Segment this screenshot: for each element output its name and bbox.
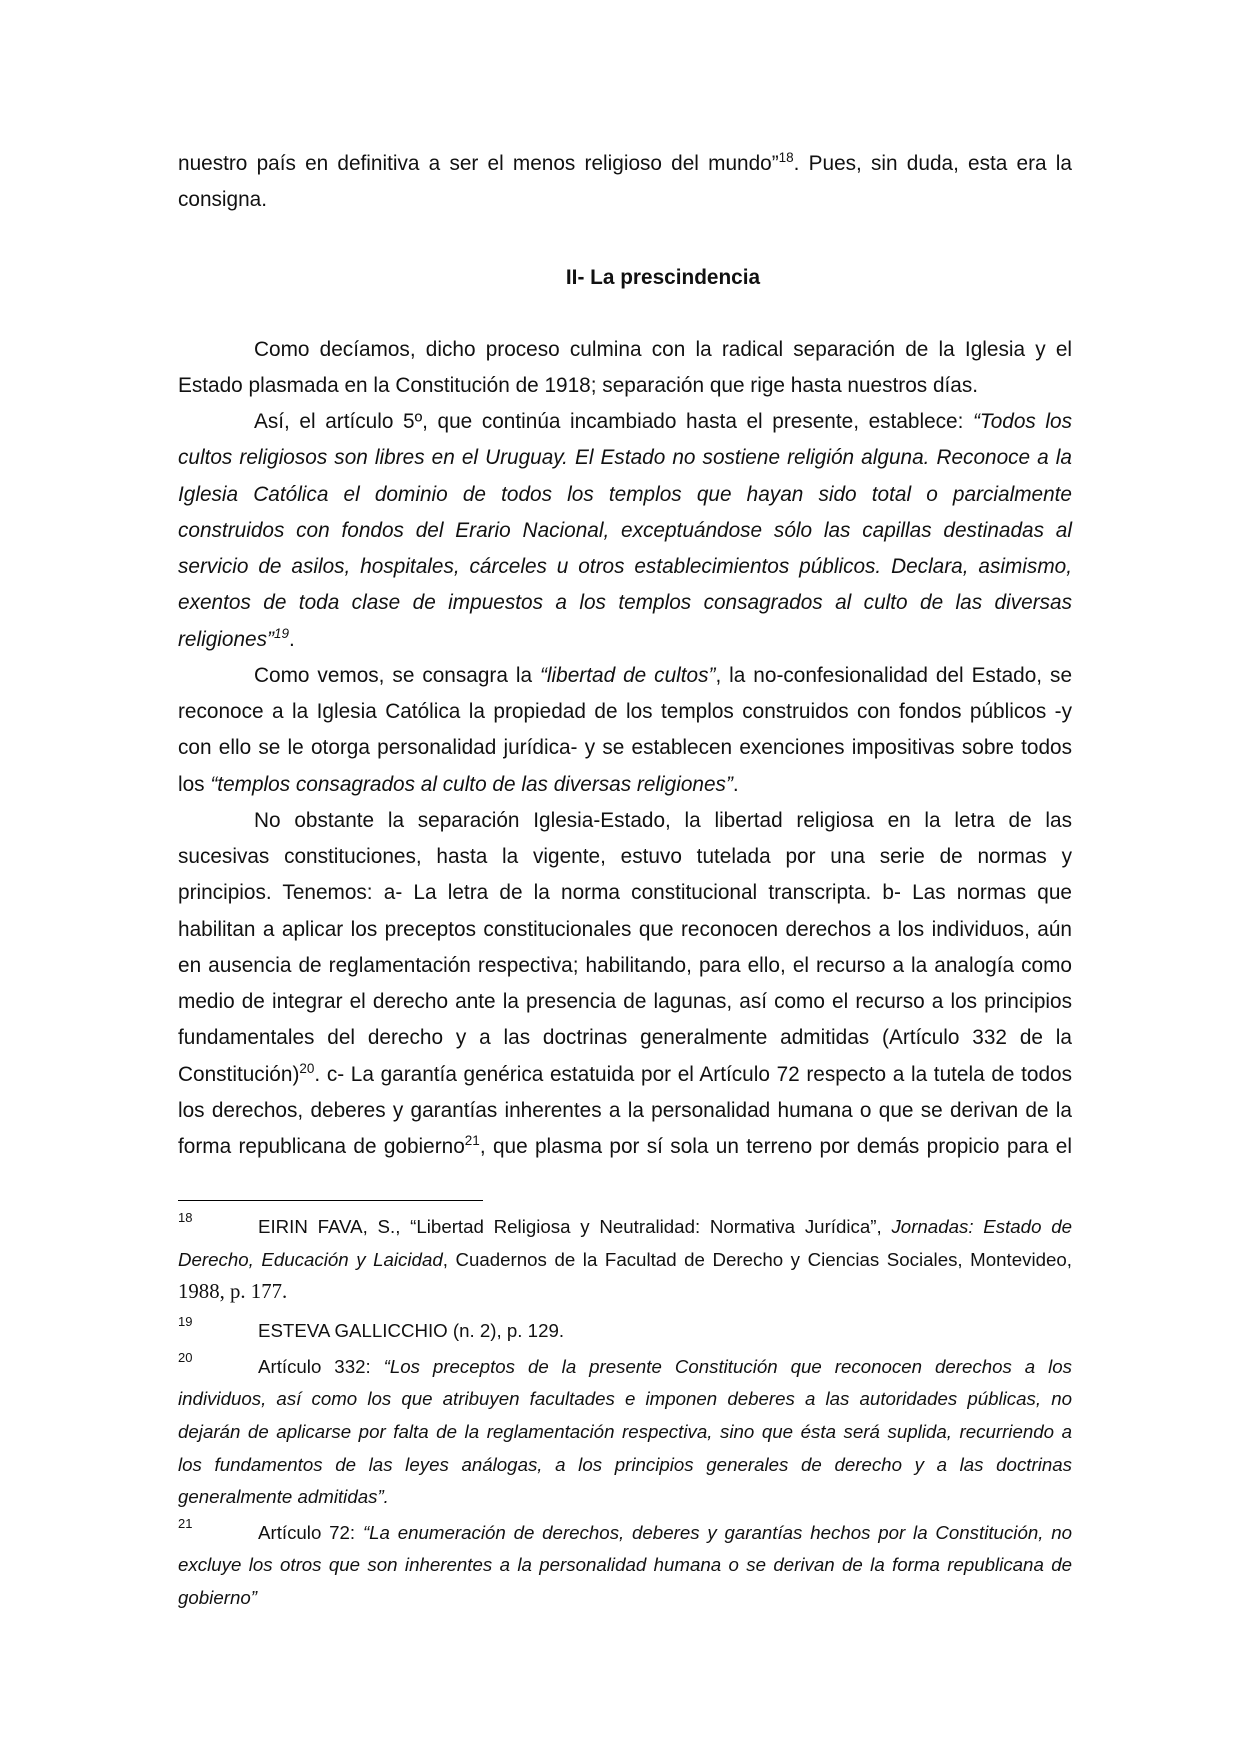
italic-text: excluye los otros que son inherentes a la personalidad humana o se derivan de la forma republicana de <box>178 1554 1072 1576</box>
text-run: 1988, p. 177. <box>178 1280 288 1304</box>
text-run: habilitan a aplicar los preceptos constitucionales que reconocen derechos a los individuos, aún <box>178 917 1072 941</box>
footnote-reference: 21 <box>464 1133 480 1148</box>
text-line <box>178 368 1072 404</box>
text-line <box>178 1582 1072 1615</box>
text-line <box>178 1211 1072 1244</box>
text-line <box>178 404 1072 440</box>
footnote-text <box>178 1351 1072 1515</box>
text-run: fundamentales del derecho y a las doctrinas generalmente admitidas (Artículo 332 de la <box>178 1026 1072 1050</box>
text-line <box>178 1383 1072 1416</box>
text-run: . c- La garantía genérica estatuida por el Artículo 72 respecto a la tutela de todos <box>314 1062 1072 1086</box>
text-line <box>178 1549 1072 1582</box>
italic-text: “Todos los <box>972 410 1072 433</box>
text-line <box>178 146 1072 182</box>
text-run: principios. Tenemos: a- La letra de la norma constitucional transcripta. b- Las normas que <box>178 881 1072 905</box>
text-line <box>178 1129 1072 1165</box>
italic-text: Derecho, Educación y Laicidad <box>178 1248 443 1270</box>
text-run: . <box>732 772 739 796</box>
text-run: reconoce a la Iglesia Católica la propiedad de los templos construidos con fondos públicos -y <box>178 700 1072 723</box>
italic-text: “Los preceptos de la presente Constitución que reconocen derechos a los <box>383 1355 1073 1377</box>
footnote-reference: 20 <box>299 1060 315 1076</box>
text-run: EIRIN FAVA, S., “Libertad Religiosa y Neutralidad: Normativa Jurídica”, <box>258 1216 892 1237</box>
italic-text: “templos consagrados al culto de las diversas religiones” <box>210 772 733 796</box>
text-run: Artículo 72: <box>258 1521 363 1543</box>
footnote-21 <box>178 1517 1072 1615</box>
text-line <box>178 948 1072 984</box>
text-run: consigna. <box>178 187 268 211</box>
section-heading: II- La prescindencia <box>565 266 761 289</box>
text-run: nuestro país en definitiva a ser el menos religioso del mundo” <box>178 151 779 175</box>
text-run: Así, el artículo 5º, que continúa incambiado hasta el presente, establece: <box>254 410 973 433</box>
text-line <box>178 803 1072 839</box>
footnote-separator <box>178 1200 483 1201</box>
body-text <box>178 332 1072 1166</box>
text-line <box>178 1416 1072 1449</box>
text-line <box>178 182 1072 218</box>
text-line <box>178 1351 1072 1384</box>
text-line <box>178 622 1072 658</box>
text-run: Constitución) <box>178 1062 300 1086</box>
text-run: los derechos, deberes y garantías inherentes a la personalidad humana o que se derivan de la <box>178 1098 1072 1122</box>
italic-text: generalmente admitidas”. <box>178 1486 389 1508</box>
italic-text: exentos de toda clase de impuestos a los templos consagrados al culto de las diversas <box>178 591 1072 615</box>
italic-text: cultos religiosos son libres en el Uruguay. El Estado no sostiene religión alguna. Reconoce a la <box>178 446 1072 470</box>
footnote-20 <box>178 1351 1072 1515</box>
text-run: forma republicana de gobierno <box>178 1135 465 1158</box>
text-line <box>178 694 1072 730</box>
text-line <box>178 1449 1072 1482</box>
text-run: sucesivas constituciones, hasta la vigente, estuvo tutelada por una serie de normas y <box>178 845 1072 868</box>
paragraph <box>178 332 1072 405</box>
footnote-number: 18 <box>178 1210 193 1225</box>
text-line <box>178 1517 1072 1550</box>
text-run: Artículo 332: <box>258 1355 384 1377</box>
text-line <box>178 767 1072 803</box>
footnote-reference: 19 <box>273 625 289 641</box>
italic-text: los fundamentos de las leyes análogas, a los principios generales de derecho y a las doctrinas <box>178 1453 1072 1475</box>
text-run: con ello se le otorga personalidad jurídica- y se establecen exenciones impositivas sobre todos <box>178 736 1072 760</box>
text-run: los <box>178 772 211 796</box>
text-run: medio de integrar el derecho ante la presencia de lagunas, así como el recurso a los principios <box>178 990 1072 1013</box>
text-line <box>178 730 1072 766</box>
text-line <box>178 1244 1072 1277</box>
italic-text: servicio de asilos, hospitales, cárceles u otros establecimientos públicos. Declara, asimismo, <box>178 555 1072 578</box>
italic-text: dejarán de aplicarse por falta de la reglamentación respectiva, sino que ésta será suplida, recurriendo a <box>178 1421 1072 1442</box>
text-line <box>178 477 1072 513</box>
text-line <box>178 912 1072 948</box>
italic-text: gobierno” <box>178 1587 257 1608</box>
continued-paragraph <box>178 146 1072 219</box>
paragraph <box>178 803 1072 1166</box>
text-line <box>178 1057 1072 1093</box>
footnote-number: 19 <box>178 1313 193 1329</box>
footnote-text <box>178 1517 1072 1615</box>
italic-text: “libertad de cultos” <box>540 663 716 687</box>
text-line <box>178 1276 1072 1309</box>
text-line <box>178 585 1072 621</box>
footnote-text <box>178 1315 1072 1348</box>
text-line <box>178 1020 1072 1056</box>
text-line <box>178 658 1072 694</box>
text-run: . Pues, sin duda, esta era la <box>793 151 1072 175</box>
text-run: en ausencia de reglamentación respectiva; habilitando, para ello, el recurso a la analogía como <box>178 953 1072 977</box>
italic-text: Iglesia Católica el dominio de todos los templos que hayan sido total o parcialmente <box>178 482 1072 506</box>
text-run: Como decíamos, dicho proceso culmina con la radical separación de la Iglesia y el <box>254 337 1072 361</box>
text-line <box>178 1481 1072 1514</box>
text-line <box>178 875 1072 911</box>
italic-text: individuos, así como los que atribuyen facultades e imponen deberes a las autoridades públicas, no <box>178 1388 1072 1410</box>
text-run: , la no-confesionalidad del Estado, se <box>715 663 1073 687</box>
text-line <box>178 549 1072 585</box>
text-run: No obstante la separación Iglesia-Estado, la libertad religiosa en la letra de las <box>254 808 1072 832</box>
italic-text: religiones” <box>178 627 274 651</box>
text-run: . <box>288 627 295 651</box>
text-run: , que plasma por sí sola un terreno por demás propicio para el <box>479 1135 1072 1158</box>
footnote-number: 21 <box>178 1515 193 1531</box>
paragraph <box>178 658 1072 803</box>
text-line <box>178 440 1072 476</box>
footnote-19 <box>178 1315 1072 1348</box>
text-line <box>178 1315 1072 1348</box>
text-run: ESTEVA GALLICCHIO (n. 2), p. 129. <box>258 1319 565 1341</box>
text-line <box>178 332 1072 368</box>
paragraph <box>178 404 1072 658</box>
footnote-text <box>178 1211 1072 1309</box>
text-run: , Cuadernos de la Facultad de Derecho y Ciencias Sociales, Montevideo, <box>442 1248 1072 1270</box>
text-line <box>178 513 1072 549</box>
text-line <box>178 1093 1072 1129</box>
text-run: Como vemos, se consagra la <box>254 663 540 687</box>
footnote-number: 20 <box>178 1349 193 1365</box>
footnote-reference: 18 <box>778 149 794 165</box>
italic-text: Jornadas: Estado de <box>891 1216 1073 1237</box>
text-line <box>178 984 1072 1020</box>
italic-text: “La enumeración de derechos, deberes y garantías hechos por la Constitución, no <box>362 1521 1073 1543</box>
text-run: Estado plasmada en la Constitución de 1918; separación que rige hasta nuestros días. <box>178 373 979 397</box>
footnote-18 <box>178 1211 1072 1309</box>
italic-text: construidos con fondos del Erario Nacional, exceptuándose sólo las capillas destinadas al <box>178 518 1072 542</box>
text-line <box>178 839 1072 875</box>
